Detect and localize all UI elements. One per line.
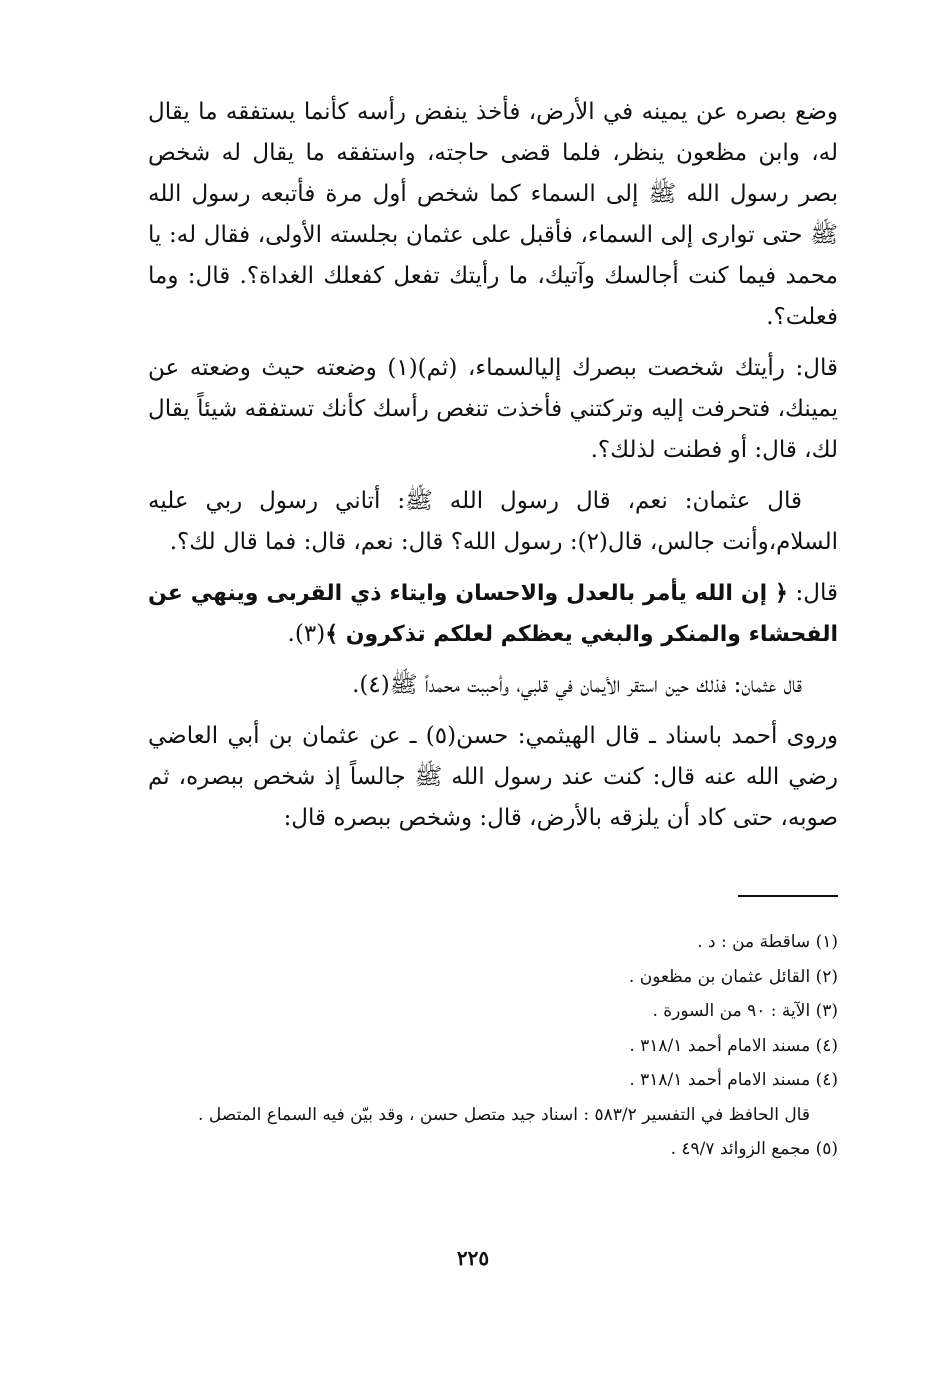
footnote-note: قال الحافظ في التفسير ٥٨٣/٢ : اسناد جيد متصل حسن ، وقد بيّن فيه السماع المتصل . [198,1104,810,1125]
quran-footnote-ref: (٣). [287,621,326,647]
paragraph-4: قال عثمان: فذلك حين استقر الأيمان في قلبي، وأحببت محمداً ﷺ(٤). [352,672,802,698]
paragraph-quran [148,573,838,655]
paragraph-1: وضع بصره عن يمينه في الأرض، فأخذ ينفض رأسه كأنما يستفقه ما يقال له، وابن مظعون ينظر، فلما قضى حاجته، واستفقه ما يقال له شخص بصر رسول الله ﷺ إلى السماء كما شخص أول مرة فأتبعه رسول الله ﷺ حتى توارى إلى السماء، فأقبل على عثمان بجلسته الأولى، فقال له: يا محمد فيما كنت أجالسك وآتيك، ما رأيتك تفعل كفعلك الغداة؟. قال: وما فعلت؟. [148,99,838,330]
quran-verse: ﴿ إن الله يأمر بالعدل والاحسان وايتاء ذي القربى وينهي عن الفحشاء والمنكر والبغي يعظكم لعلكم تذكرون ﴾ [148,581,838,647]
footnote-4a: (٤) مسند الامام أحمد ٣١٨/١ . [629,1035,838,1056]
footnote-3: (٣) الآية : ٩٠ من السورة . [652,1001,838,1021]
footnote-2: (٢) القائل عثمان بن مظعون . [628,966,838,987]
quran-prefix: قال: [787,580,838,606]
main-text [148,92,838,849]
footnote-4b: (٤) مسند الامام أحمد ٣١٨/١ . [629,1070,838,1090]
footnote-5: (٥) مجمع الزوائد ٤٩/٧ . [670,1139,838,1159]
footnote-separator [738,895,838,897]
page-number: ٢٢٥ [456,1246,490,1270]
footnotes [148,925,838,1167]
footnote-1: (١) ساقطة من : د . [697,932,838,952]
paragraph-2: قال: رأيتك شخصت ببصرك إليالسماء، (ثم)(١) وضعته حيث وضعته عن يمينك، فتحرفت إليه وتركتني فأخذت تنغص رأسك كأنك تستفقه شيئاً يقال لك، قال: أو فطنت لذلك؟. [148,355,838,463]
paragraph-3: قال عثمان: نعم، قال رسول الله ﷺ: أتاني رسول ربي عليه السلام،وأنت جالس، قال(٢): رسول الله؟ قال: نعم، قال: فما قال لك؟. [148,488,838,555]
paragraph-5: وروى أحمد باسناد ـ قال الهيثمي: حسن(٥) ـ عن عثمان بن أبي العاضي رضي الله عنه قال: كنت عند رسول الله ﷺ جالساً إذ شخص ببصره، ثم صوبه، حتى كاد أن يلزقه بالأرض، قال: وشخص ببصره قال: [148,723,838,831]
